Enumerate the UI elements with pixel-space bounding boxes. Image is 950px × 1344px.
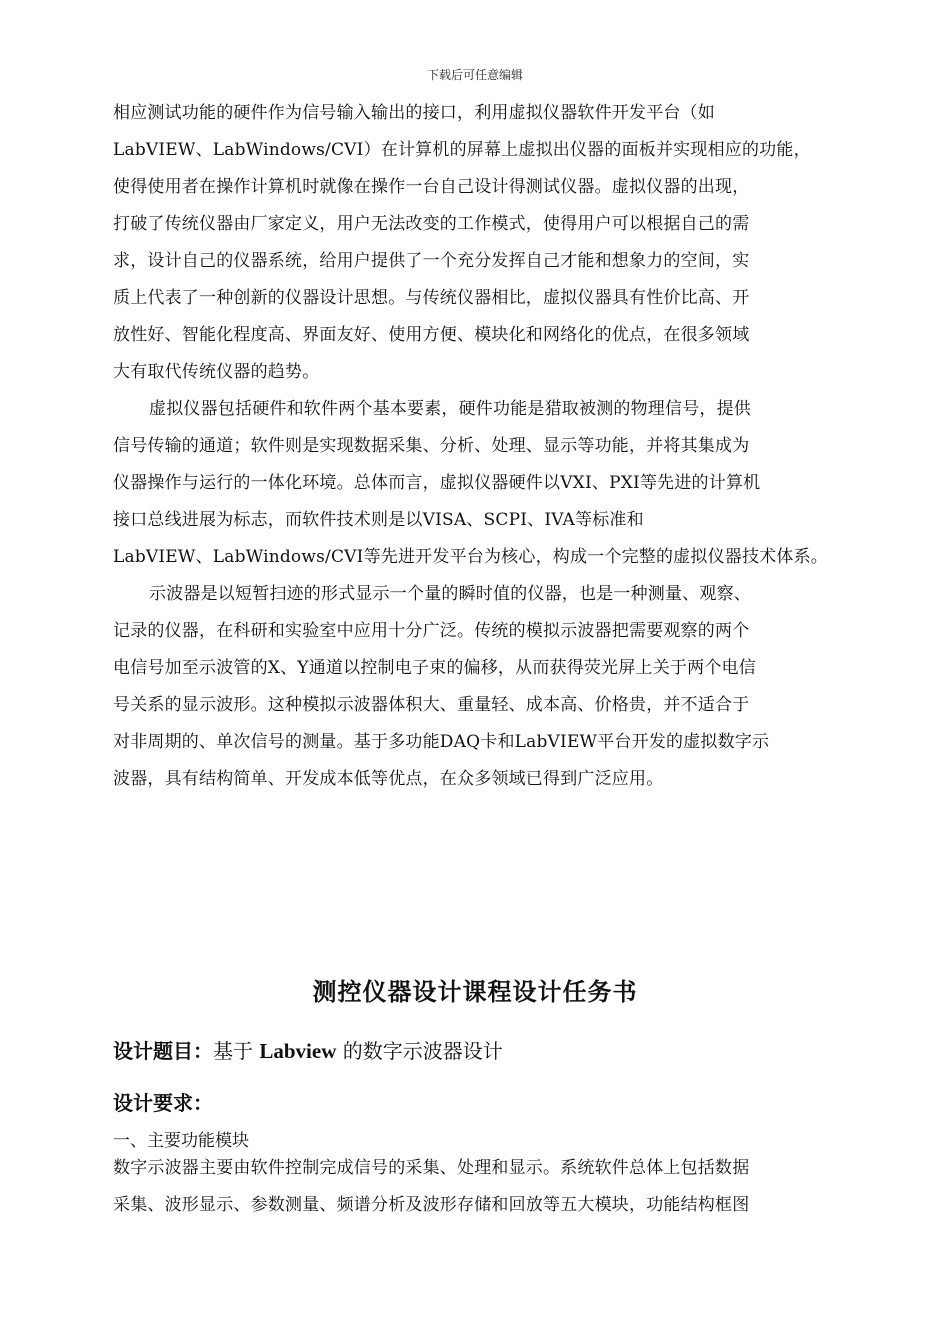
para1-line: 质上代表了一种创新的仪器设计思想。与传统仪器相比，虚拟仪器具有性价比高、开 xyxy=(113,288,750,308)
para3-line: 波器，具有结构简单、开发成本低等优点，在众多领域已得到广泛应用。 xyxy=(113,769,664,789)
para2-line: 信号传输的通道；软件则是实现数据采集、分析、处理、显示等功能，并将其集成为 xyxy=(113,436,750,456)
topic-pre: 基于 xyxy=(213,1039,253,1063)
para1-line: 相应测试功能的硬件作为信号输入输出的接口，利用虚拟仪器软件开发平台（如 xyxy=(113,103,715,123)
para3-line: 对非周期的、单次信号的测量。基于多功能DAQ卡和LabVIEW平台开发的虚拟数字示 xyxy=(113,732,770,752)
section-heading: 一、主要功能模块 xyxy=(113,1131,249,1151)
para2-line: 虚拟仪器包括硬件和软件两个基本要素，硬件功能是猎取被测的物理信号，提供 xyxy=(149,399,751,419)
para3-line: 记录的仪器，在科研和实验室中应用十分广泛。传统的模拟示波器把需要观察的两个 xyxy=(113,621,750,641)
tail-line: 数字示波器主要由软件控制完成信号的采集、处理和显示。系统软件总体上包括数据 xyxy=(113,1158,750,1178)
para2-line: LabVIEW、LabWindows/CVI等先进开发平台为核心，构成一个完整的虚拟仪器技术体系。 xyxy=(113,547,828,567)
para3-line: 号关系的显示波形。这种模拟示波器体积大、重量轻、成本高、价格贵，并不适合于 xyxy=(113,695,750,715)
para3-line: 示波器是以短暂扫迹的形式显示一个量的瞬时值的仪器，也是一种测量、观察、 xyxy=(149,584,751,604)
para1-line: 放性好、智能化程度高、界面友好、使用方便、模块化和网络化的优点，在很多领域 xyxy=(113,325,750,345)
para3-line: 电信号加至示波管的X、Y通道以控制电子束的偏移，从而获得荧光屏上关于两个电信 xyxy=(113,658,756,678)
tail-line: 采集、波形显示、参数测量、频谱分析及波形存储和回放等五大模块，功能结构框图 xyxy=(113,1195,750,1215)
para1-line: LabVIEW、LabWindows/CVI）在计算机的屏幕上虚拟出仪器的面板并实现相应的功能， xyxy=(113,140,811,160)
requirements-heading: 设计要求： xyxy=(113,1091,213,1115)
para2-line: 仪器操作与运行的一体化环境。总体而言，虚拟仪器硬件以VXI、PXI等先进的计算机 xyxy=(113,473,761,493)
para1-line: 大有取代传统仪器的趋势。 xyxy=(113,362,320,382)
para1-line: 使得使用者在操作计算机时就像在操作一台自己设计得测试仪器。虚拟仪器的出现， xyxy=(113,177,750,197)
para2-line: 接口总线进展为标志，而软件技术则是以VISA、SCPI、IVA等标准和 xyxy=(113,510,644,530)
design-topic xyxy=(113,1035,503,1064)
task-title: 测控仪器设计课程设计任务书 xyxy=(312,977,638,1006)
topic-post: 的数字示波器设计 xyxy=(342,1039,503,1063)
para1-line: 求，设计自己的仪器系统，给用户提供了一个充分发挥自己才能和想象力的空间，实 xyxy=(113,251,750,271)
page-header: 下载后可任意编辑 xyxy=(426,68,523,82)
para1-line: 打破了传统仪器由厂家定义，用户无法改变的工作模式，使得用户可以根据自己的需 xyxy=(113,214,750,234)
topic-labview: Labview xyxy=(259,1039,337,1063)
topic-label: 设计题目： xyxy=(113,1039,213,1063)
body-text xyxy=(113,95,839,798)
tail-text xyxy=(113,1150,839,1224)
